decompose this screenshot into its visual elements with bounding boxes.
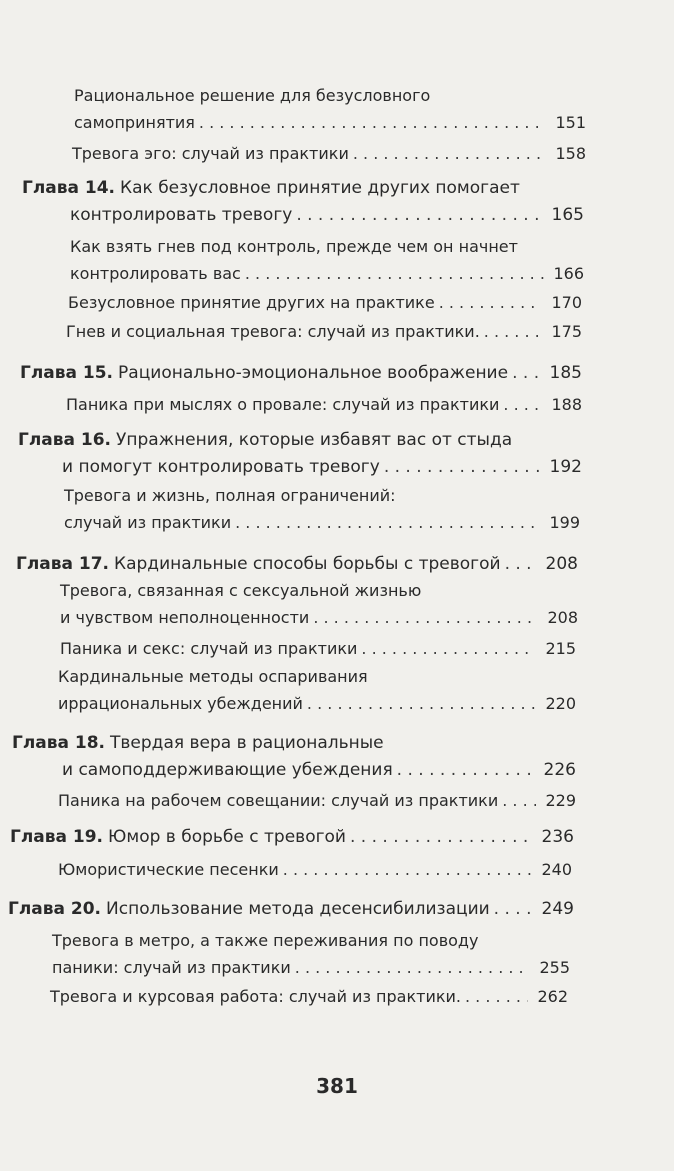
page-ref: 208 [547,608,578,627]
page-number: 381 [316,1074,358,1098]
toc-subentry [74,82,586,136]
chapter-title-line: контролировать тревогу [70,205,293,225]
toc-subentry [58,663,576,717]
chapter-label: Глава 19. [10,827,104,847]
subentry-line: Тревога и жизнь, полная ограничений: [64,486,396,505]
toc-subentry [50,983,568,1010]
page-ref: 188 [551,395,582,414]
page-ref: 175 [551,322,582,341]
page-ref: 262 [537,987,568,1006]
subentry-line: паники: случай из практики [52,958,291,977]
page-ref: 226 [543,760,576,780]
page-ref: 215 [545,639,576,658]
toc-subentry [52,927,570,981]
page-ref: 240 [541,860,572,879]
chapter-title-line: Рационально-эмоциональное воображение [118,363,509,383]
page-ref: 249 [541,899,574,919]
chapter-label: Глава 20. [8,899,102,919]
chapter-label: Глава 18. [12,733,106,753]
toc-chapter [8,896,574,923]
toc-subentry [66,318,582,345]
chapter-title-line: Кардинальные способы борьбы с тревогой [114,554,501,574]
subentry-line: Тревога в метро, а также переживания по поводу [52,931,479,950]
subentry-line: Как взять гнев под контроль, прежде чем он начнет [70,237,518,256]
page-ref: 192 [549,457,582,477]
chapter-label: Глава 16. [18,430,112,450]
page-ref: 151 [555,113,586,132]
subentry-line: Кардинальные методы оспаривания [58,667,368,686]
page-ref: 166 [553,264,584,283]
toc-subentry [64,482,580,536]
toc-subentry [66,391,582,418]
subentry-line: Юмористические песенки [58,860,279,879]
toc-chapter [18,427,582,481]
page-ref: 185 [549,363,582,383]
toc-chapter [10,824,574,851]
toc-chapter [16,551,578,578]
chapter-title-line: Использование метода десенсибилизации [106,899,490,919]
page-ref: 220 [545,694,576,713]
toc-chapter [12,730,576,784]
chapter-title-line: и помогут контролировать тревогу [62,457,380,477]
page-ref: 158 [555,144,586,163]
toc-subentry [58,856,572,883]
toc-subentry [72,140,586,167]
subentry-line: Тревога эго: случай из практики [72,144,349,163]
toc-chapter [22,175,584,229]
chapter-title-line: Твердая вера в рациональные [110,733,384,753]
chapter-title-line: Упражнения, которые избавят вас от стыда [116,430,513,450]
chapter-label: Глава 14. [22,178,116,198]
page-ref: 208 [545,554,578,574]
toc-subentry [68,289,582,316]
toc-subentry [60,635,576,662]
page-ref: 199 [549,513,580,532]
chapter-label: Глава 15. [20,363,114,383]
subentry-line: Безусловное принятие других на практике [68,293,435,312]
page-ref: 229 [545,791,576,810]
toc-subentry [58,787,576,814]
page-ref: 165 [551,205,584,225]
subentry-line: самопринятия [74,113,195,132]
page-ref: 255 [539,958,570,977]
subentry-line: Рациональное решение для безусловного [74,86,431,105]
page-ref: 236 [541,827,574,847]
subentry-line: случай из практики [64,513,232,532]
chapter-title-line: и самоподдерживающие убеждения [62,760,393,780]
chapter-title-line: Юмор в борьбе с тревогой [108,827,346,847]
subentry-line: Паника при мыслях о провале: случай из практики [66,395,500,414]
subentry-line: Гнев и социальная тревога: случай из практики. [66,322,480,341]
toc-chapter [20,360,582,387]
toc-subentry [70,233,584,287]
subentry-line: Тревога, связанная с сексуальной жизнью [60,581,422,600]
subentry-line: иррациональных убеждений [58,694,303,713]
subentry-line: Тревога и курсовая работа: случай из практики. [50,987,461,1006]
subentry-line: Паника и секс: случай из практики [60,639,358,658]
page-ref: 170 [551,293,582,312]
subentry-line: Паника на рабочем совещании: случай из практики [58,791,499,810]
chapter-label: Глава 17. [16,554,110,574]
toc-subentry [60,577,578,631]
chapter-title-line: Как безусловное принятие других помогает [120,178,520,198]
subentry-line: контролировать вас [70,264,241,283]
subentry-line: и чувством неполноценности [60,608,310,627]
